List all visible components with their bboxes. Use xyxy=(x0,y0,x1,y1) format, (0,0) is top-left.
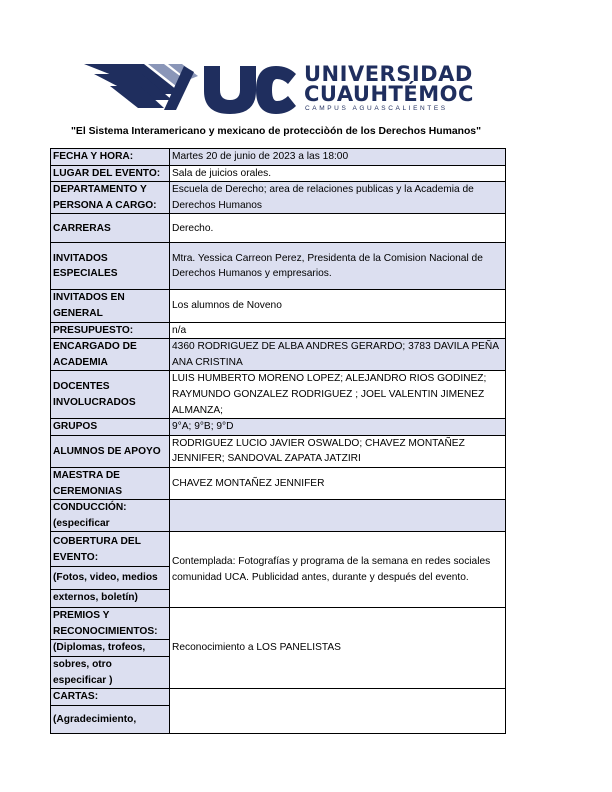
university-logo xyxy=(84,60,474,116)
cartas-label-line2: (Agradecimiento, xyxy=(51,705,169,733)
departamento-value: Escuela de Derecho; area de relaciones publicas y la Academia de Derechos Humanos xyxy=(170,182,506,214)
row-carreras xyxy=(51,214,506,243)
university-name-line2: CUAUHTÉMOC xyxy=(304,82,474,106)
invitados-label-line1: INVITADOS xyxy=(53,252,108,264)
cobertura-value: Contemplada: Fotografías y programa de la semana en redes sociales comunidad UCA. Publicidad antes, durante y después del evento. xyxy=(170,532,506,608)
row-alumnos xyxy=(51,435,506,467)
premios-label-line1: PREMIOS Y xyxy=(53,610,110,622)
row-presupuesto xyxy=(51,322,506,339)
encargado-value: 4360 RODRIGUEZ DE ALBA ANDRES GERARDO; 3783 DAVILA PEÑA ANA CRISTINA xyxy=(170,339,506,371)
encargado-label xyxy=(51,339,170,371)
alumnos-label: ALUMNOS DE APOYO xyxy=(51,435,170,467)
cobertura-label-line4: externos, boletín) xyxy=(51,589,169,606)
cartas-value xyxy=(170,689,506,734)
row-docentes xyxy=(51,371,506,419)
invitados-label xyxy=(51,243,170,290)
cobertura-label-line3: (Fotos, video, medios xyxy=(51,566,169,589)
cobertura-label-line1: COBERTURA DEL xyxy=(53,536,141,548)
presupuesto-value: n/a xyxy=(170,322,506,339)
cobertura-label-line2: EVENTO: xyxy=(53,551,99,563)
premios-label xyxy=(51,608,170,689)
row-invitados xyxy=(51,243,506,290)
event-details-table xyxy=(50,148,506,734)
conduccion-label xyxy=(51,500,170,532)
docentes-label xyxy=(51,371,170,419)
row-premios xyxy=(51,608,506,689)
maestra-label-line2: CEREMONIAS xyxy=(53,485,123,497)
maestra-label xyxy=(51,467,170,499)
departamento-label xyxy=(51,182,170,214)
carreras-label: CARRERAS xyxy=(51,214,170,243)
premios-value: Reconocimiento a LOS PANELISTAS xyxy=(170,608,506,689)
grupos-label: GRUPOS xyxy=(51,419,170,436)
fecha-label: FECHA Y HORA: xyxy=(51,149,170,166)
carreras-value: Derecho. xyxy=(170,214,506,243)
premios-label-line5: especificar ) xyxy=(53,674,113,686)
premios-label-line3: (Diplomas, trofeos, xyxy=(51,639,169,656)
cartas-label xyxy=(51,689,170,734)
row-invitados-general xyxy=(51,290,506,322)
campus-name: CAMPUS AGUASCALIENTES xyxy=(305,105,448,112)
premios-label-line2: RECONOCIMIENTOS: xyxy=(53,625,158,637)
departamento-label-line1: DEPARTAMENTO Y xyxy=(53,184,147,196)
docentes-value: LUIS HUMBERTO MORENO LOPEZ; ALEJANDRO RIOS GODINEZ; RAYMUNDO GONZALEZ RODRIGUEZ ; JOEL VALENTIN JIMENEZ ALMANZA; xyxy=(170,371,506,419)
eagle-logo-icon xyxy=(84,60,299,116)
row-cartas xyxy=(51,689,506,734)
encargado-label-line1: ENCARGADO DE xyxy=(53,341,137,353)
encargado-label-line2: ACADEMIA xyxy=(53,356,108,368)
row-lugar xyxy=(51,165,506,182)
departamento-label-line2: PERSONA A CARGO: xyxy=(53,199,157,211)
invitados-value: Mtra. Yessica Carreon Perez, Presidenta de la Comision Nacional de Derechos Humanos y empresarios. xyxy=(170,243,506,290)
fecha-value: Martes 20 de junio de 2023 a las 18:00 xyxy=(170,149,506,166)
invitados-general-label-line2: GENERAL xyxy=(53,307,103,319)
conduccion-value xyxy=(170,500,506,532)
row-departamento xyxy=(51,182,506,214)
invitados-general-label-line1: INVITADOS EN xyxy=(53,292,125,304)
row-fecha xyxy=(51,149,506,166)
row-conduccion xyxy=(51,500,506,532)
invitados-general-value: Los alumnos de Noveno xyxy=(170,290,506,322)
row-encargado xyxy=(51,339,506,371)
university-name-line1: UNIVERSIDAD xyxy=(304,62,473,86)
row-cobertura xyxy=(51,532,506,608)
alumnos-value: RODRIGUEZ LUCIO JAVIER OSWALDO; CHAVEZ MONTAÑEZ JENNIFER; SANDOVAL ZAPATA JATZIRI xyxy=(170,435,506,467)
grupos-value: 9°A; 9°B; 9°D xyxy=(170,419,506,436)
maestra-value: CHAVEZ MONTAÑEZ JENNIFER xyxy=(170,467,506,499)
presupuesto-label: PRESUPUESTO: xyxy=(51,322,170,339)
row-grupos xyxy=(51,419,506,436)
cobertura-label xyxy=(51,532,170,608)
row-maestra xyxy=(51,467,506,499)
document-title: "El Sistema Interamericano y mexicano de protecciòón de los Derechos Humanos" xyxy=(70,126,482,137)
university-name xyxy=(304,64,474,104)
cartas-label-line1: CARTAS: xyxy=(53,691,99,703)
premios-label-line4: sobres, otro xyxy=(51,656,169,673)
conduccion-label-line1: CONDUCCIÓN: xyxy=(53,502,127,514)
maestra-label-line1: MAESTRA DE xyxy=(53,469,120,481)
lugar-label: LUGAR DEL EVENTO: xyxy=(51,165,170,182)
docentes-label-line1: DOCENTES xyxy=(53,381,110,393)
docentes-label-line2: INVOLUCRADOS xyxy=(53,396,136,408)
invitados-label-line2: ESPECIALES xyxy=(53,268,118,280)
lugar-value: Sala de juicios orales. xyxy=(170,165,506,182)
invitados-general-label xyxy=(51,290,170,322)
conduccion-label-line2: (especificar xyxy=(53,517,110,529)
